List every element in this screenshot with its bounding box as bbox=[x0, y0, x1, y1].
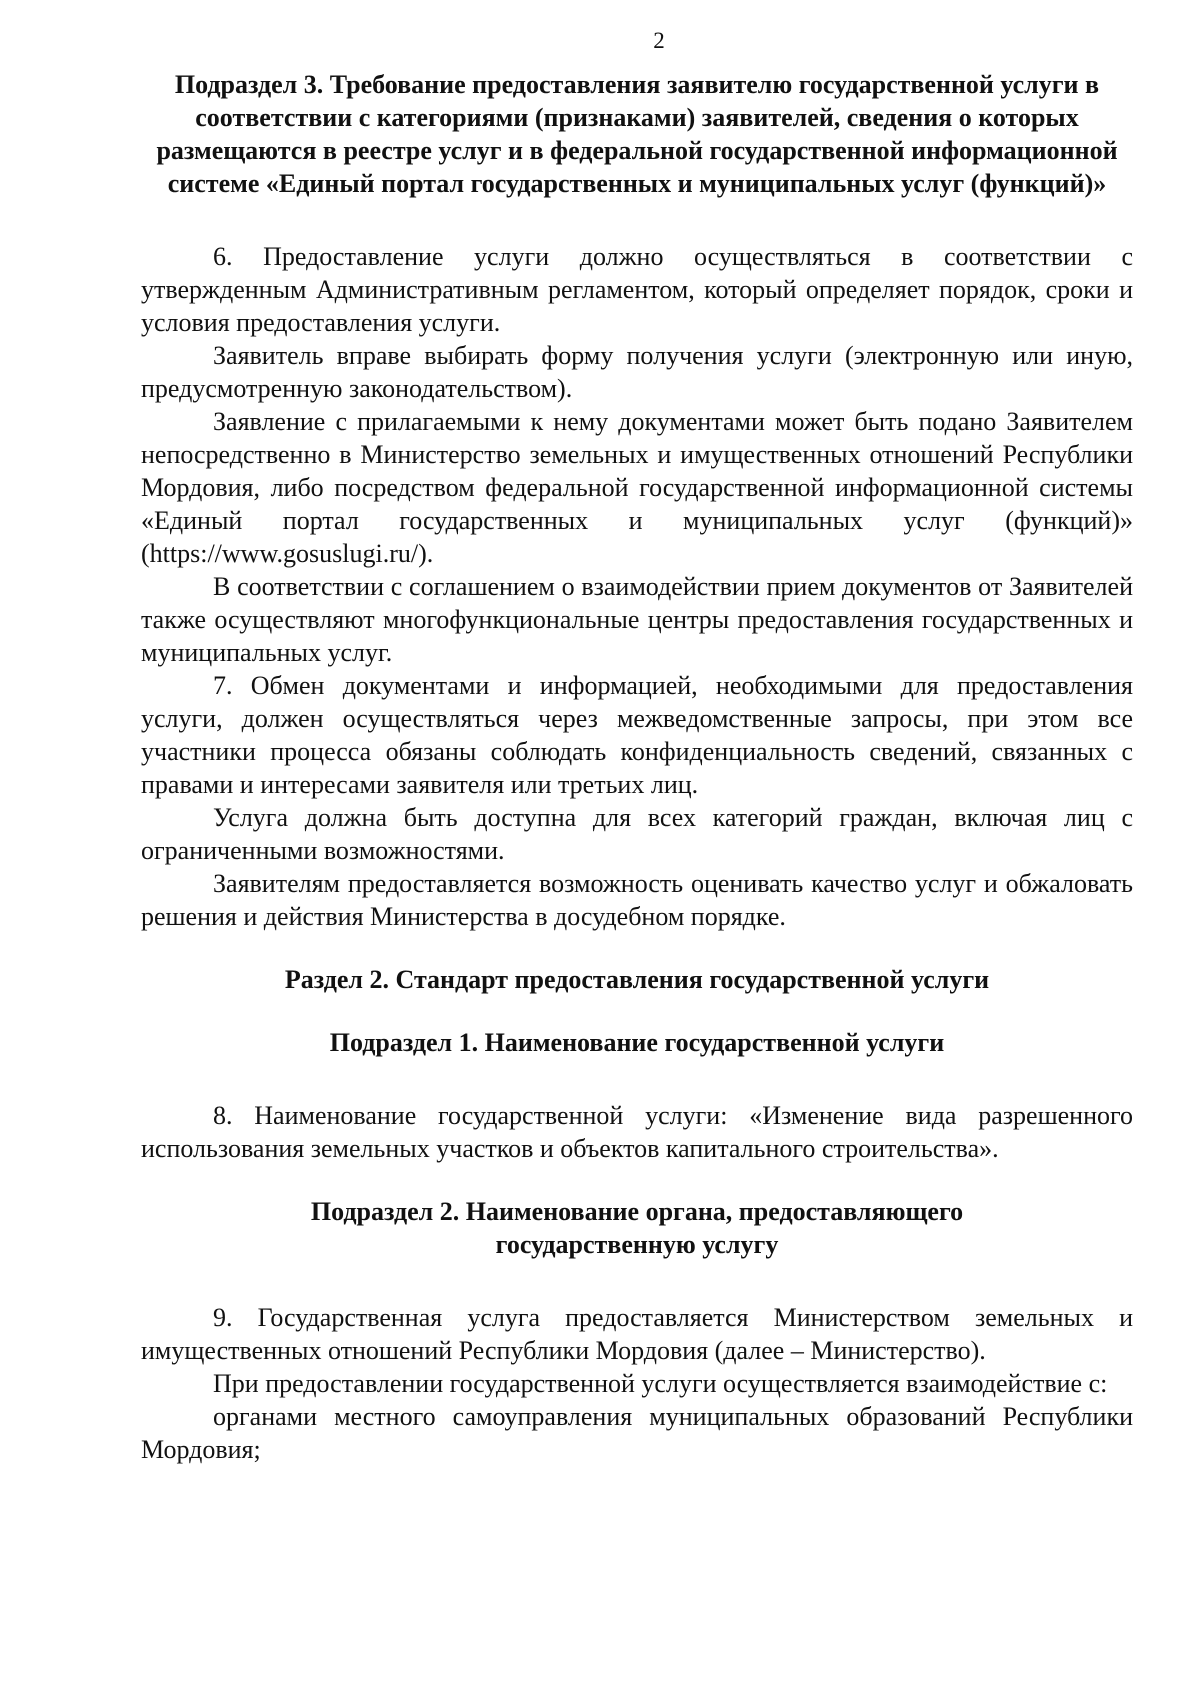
paragraph-7: 7. Обмен документами и информацией, необходимыми для предоставления услуги, должен осуществляться через межведомственные запросы, при этом все участники процесса обязаны соблюдать конфиденциальность сведений, связанных с правами и интересами заявителя или третьих лиц. bbox=[141, 671, 1133, 799]
paragraph-mfc: В соответствии с соглашением о взаимодействии прием документов от Заявителей также осуществляют многофункциональные центры предоставления государственных и муниципальных услуг. bbox=[141, 572, 1133, 667]
paragraph-local-government: органами местного самоуправления муниципальных образований Республики Мордовия; bbox=[141, 1402, 1133, 1464]
page-number: 2 bbox=[653, 28, 665, 53]
paragraph-6: 6. Предоставление услуги должно осуществляться в соответствии с утвержденным Административным регламентом, который определяет порядок, сроки и условия предоставления услуги. bbox=[141, 242, 1133, 337]
spacer bbox=[141, 1261, 1133, 1301]
paragraph-9: 9. Государственная услуга предоставляется Министерством земельных и имущественных отношений Республики Мордовия (далее – Министерство). bbox=[141, 1303, 1133, 1365]
spacer bbox=[141, 1059, 1133, 1099]
paragraph-8: 8. Наименование государственной услуги: «Изменение вида разрешенного использования земельных участков и объектов капитального строительства». bbox=[141, 1101, 1133, 1163]
paragraph-interaction: При предоставлении государственной услуги осуществляется взаимодействие с: bbox=[213, 1369, 1108, 1398]
spacer bbox=[141, 200, 1133, 240]
subsection-1-heading: Подраздел 1. Наименование государственной услуги bbox=[329, 1028, 945, 1057]
paragraph-application-submission: Заявление с прилагаемыми к нему документами может быть подано Заявителем непосредственно в Министерство земельных и имущественных отношений Республики Мордовия, либо посредством федеральной государственной информационной системы «Единый портал государственных и муниципальных услуг (функций)» (https://www.gosuslugi.ru/). bbox=[141, 407, 1133, 568]
document-body bbox=[141, 68, 1133, 1466]
spacer bbox=[141, 1165, 1133, 1195]
paragraph-appeal: Заявителям предоставляется возможность оценивать качество услуг и обжаловать решения и действия Министерства в досудебном порядке. bbox=[141, 869, 1133, 931]
paragraph-applicant-form: Заявитель вправе выбирать форму получения услуги (электронную или иную, предусмотренную законодательством). bbox=[141, 341, 1133, 403]
subsection-3-heading: Подраздел 3. Требование предоставления заявителю государственной услуги в соответствии с категориями (признаками) заявителей, сведения о которых размещаются в реестре услуг и в федеральной государственной информационной системе «Единый портал государственных и муниципальных услуг (функций)» bbox=[156, 70, 1118, 198]
subsection-2-heading: Подраздел 2. Наименование органа, предоставляющего государственную услугу bbox=[310, 1197, 964, 1259]
section-2-heading: Раздел 2. Стандарт предоставления государственной услуги bbox=[284, 965, 990, 994]
spacer bbox=[141, 996, 1133, 1026]
spacer bbox=[141, 933, 1133, 963]
paragraph-accessibility: Услуга должна быть доступна для всех категорий граждан, включая лиц с ограниченными возможностями. bbox=[141, 803, 1133, 865]
